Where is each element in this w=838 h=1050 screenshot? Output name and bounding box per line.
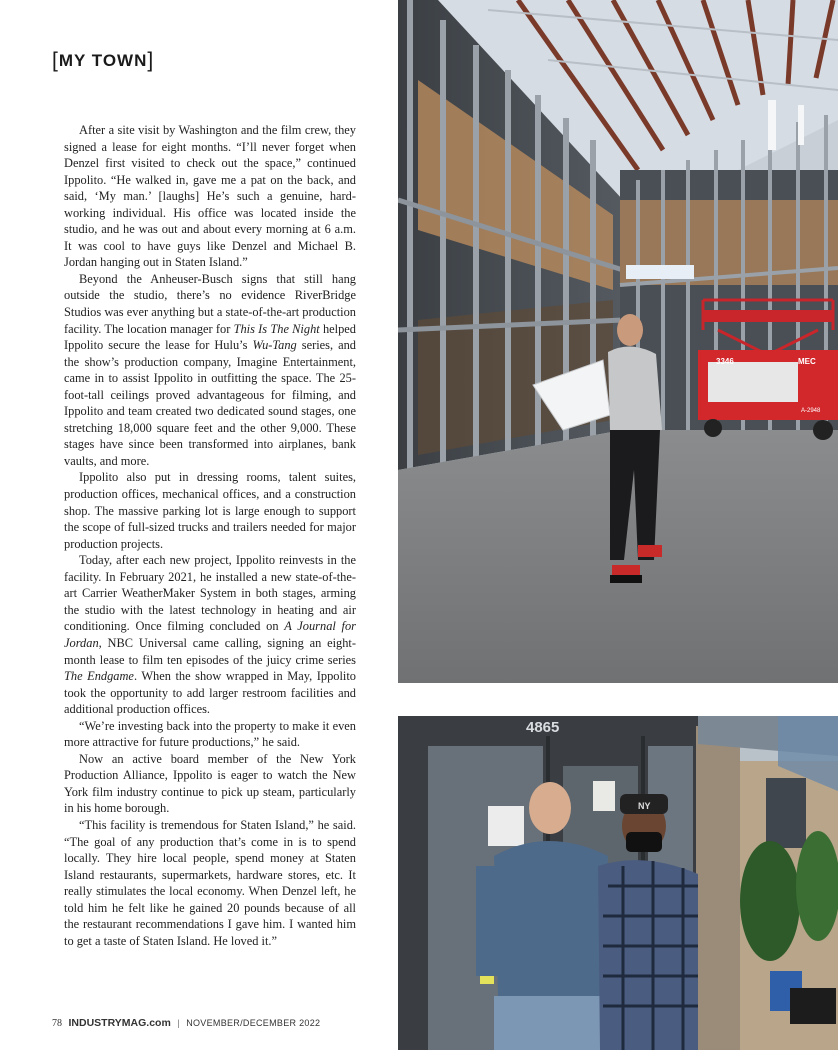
paragraph: “We’re investing back into the property to make it even more attractive for future productions,” he said.: [64, 718, 356, 750]
scissor-lift: [698, 300, 838, 440]
footer-separator: |: [177, 1018, 180, 1028]
studio-interior-photo: [398, 0, 838, 683]
article-body: [64, 122, 356, 949]
cap-logo: NY: [638, 801, 651, 811]
page-footer: [52, 1017, 320, 1029]
lift-tag: A-2948: [801, 408, 821, 414]
section-label: [52, 48, 154, 72]
page-number: 78: [52, 1018, 62, 1029]
paragraph: Now an active board member of the New York Production Alliance, Ippolito is eager to watch the New York film industry continue to pick up steam, particularly in his home borough.: [64, 751, 356, 816]
lift-brand: MEC: [798, 357, 816, 366]
series-title: Wu-Tang: [252, 338, 297, 353]
paragraph: Today, after each new project, Ippolito reinvests in the facility. In February 2021, he installed a new state-of-the-art Carrier WeatherMaker System in both stages, arming the studio with the latest technology in heating and air conditioning. Once filming concluded on A Journal for Jordan, NBC Universal came calling, signing an eight-month lease to film ten episodes of the juicy crime series The Endgame. When the show wrapped in May, Ippolito took the opportunity to add larger restroom facilities and additional production offices.: [64, 553, 357, 717]
paragraph: After a site visit by Washington and the film crew, they signed a lease for eight months. “I’ll never forget when Denzel first visited to check out the space,” continued Ippolito. “He walked in, gave me a pat on the back, and said, ‘My man.’ [laughs] He’s such a genuine, hard-working individual. His office was located inside the studio, and he was out and about every morning at 6 a.m. It was cool to have guys like Denzel and Michael B. Jordan hanging out in Staten Island.”: [64, 123, 356, 270]
section-title: MY TOWN: [58, 51, 148, 70]
series-title: The Endgame: [64, 669, 134, 684]
site-name: INDUSTRYMAG.com: [68, 1017, 171, 1029]
film-title: This Is The Night: [233, 321, 320, 336]
film-title: A Journal for Jordan: [64, 619, 357, 650]
building-number: 4865: [526, 719, 560, 736]
studio-entrance-photo: [398, 716, 838, 1050]
paragraph: Beyond the Anheuser-Busch signs that still hang outside the studio, there’s no evidence RiverBridge Studios was ever anything but a state-of-the-art production facility. The location manager for This Is The Night helped Ippolito secure the lease for Hulu’s Wu-Tang series, and the show’s production company, Imagine Entertainment, came in to assist Ippolito in outfitting the space. The 25-foot-tall ceilings proved advantageous for filming, and Ippolito and team created two dedicated sound stages, one stretching 18,000 square feet and the other 9,000. These stages have since been transformed into airplanes, bank vaults, and more.: [64, 271, 357, 468]
paragraph: Ippolito also put in dressing rooms, talent suites, production offices, mechanical offices, and a construction shop. The massive parking lot is large enough to support the scope of full-sized trucks and trailers needed for major production projects.: [64, 470, 356, 551]
issue-date: NOVEMBER/DECEMBER 2022: [186, 1018, 321, 1028]
bracket-close: ]: [147, 49, 155, 72]
lift-model: 3346: [716, 357, 734, 366]
bracket-open: [: [52, 49, 59, 72]
paragraph: “This facility is tremendous for Staten Island,” he said. “The goal of any production that’s come in is to spend locally. They hire local people, spend money at Staten Island restaurants, supermarkets, hardware stores, etc. It really stimulates the local economy. When Denzel left, he told him he felt like he gained 20 pounds because of all the restaurant recommendations I gave him. I wanted him to get a taste of Staten Island. He loved it.”: [64, 817, 356, 948]
